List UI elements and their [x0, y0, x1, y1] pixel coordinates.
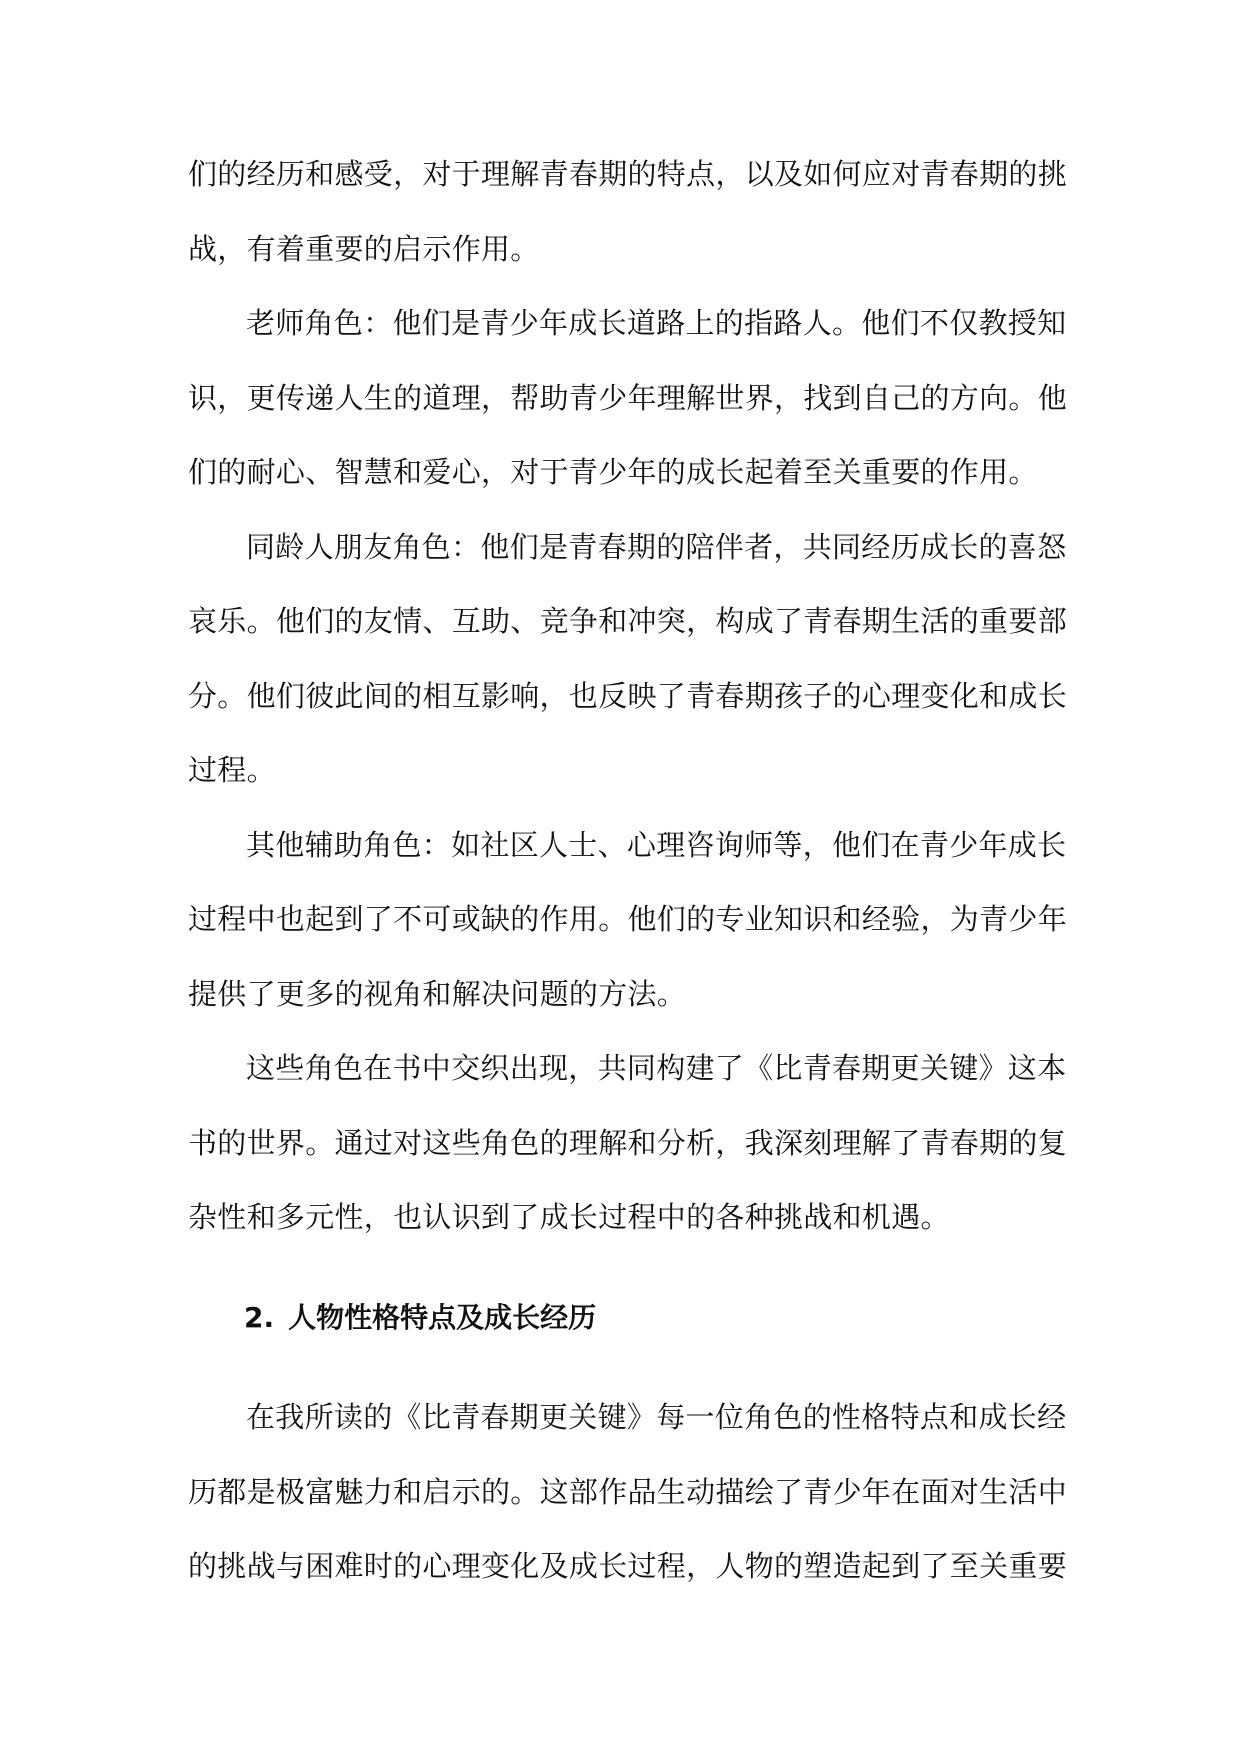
body-text-top	[188, 137, 1068, 1255]
text-line: 过程中也起到了不可或缺的作用。他们的专业知识和经验，为青少年	[188, 902, 1068, 936]
text-line: 过程。	[188, 753, 276, 787]
text-line: 战，有着重要的启示作用。	[188, 231, 540, 266]
text-line: 书的世界。通过对这些角色的理解和分析，我深刻理解了青春期的复	[188, 1125, 1068, 1160]
text-line: 识，更传递人生的道理，帮助青少年理解世界，找到自己的方向。他	[188, 380, 1068, 415]
paragraph	[188, 510, 1068, 808]
text-line: 同龄人朋友角色：他们是青春期的陪伴者，共同经历成长的喜怒	[246, 529, 1067, 564]
section-heading	[244, 1298, 596, 1338]
text-line: 提供了更多的视角和解决问题的方法。	[188, 976, 687, 1011]
text-line: 们的经历和感受，对于理解青春期的特点，以及如何应对青春期的挑	[188, 157, 1068, 191]
paragraph	[188, 1380, 1068, 1604]
text-line: 在我所读的《比青春期更关键》每一位角色的性格特点和成长经	[246, 1400, 1067, 1434]
text-line: 杂性和多元性，也认识到了成长过程中的各种挑战和机遇。	[188, 1200, 950, 1234]
text-line: 其他辅助角色：如社区人士、心理咨询师等，他们在青少年成长	[246, 827, 1067, 862]
text-line: 这些角色在书中交织出现，共同构建了《比青春期更关键》这本	[246, 1051, 1067, 1085]
text-line: 们的耐心、智慧和爱心，对于青少年的成长起着至关重要的作用。	[188, 455, 1038, 489]
text-line: 历都是极富魅力和启示的。这部作品生动描绘了青少年在面对生活中	[188, 1474, 1068, 1509]
section-title: 人物性格特点及成长经历	[288, 1301, 597, 1334]
text-line: 分。他们彼此间的相互影响，也反映了青春期孩子的心理变化和成长	[188, 678, 1068, 713]
paragraph	[188, 137, 1068, 286]
paragraph	[188, 1031, 1068, 1255]
text-line: 的挑战与困难时的心理变化及成长过程，人物的塑造起到了至关重要	[188, 1549, 1068, 1583]
text-line: 哀乐。他们的友情、互助、竞争和冲突，构成了青春期生活的重要部	[188, 604, 1068, 638]
text-line: 老师角色：他们是青少年成长道路上的指路人。他们不仅教授知	[246, 306, 1067, 340]
paragraph	[188, 808, 1068, 1032]
section-number: 2.	[244, 1301, 275, 1334]
paragraph	[188, 286, 1068, 510]
body-text-bottom	[188, 1380, 1068, 1604]
